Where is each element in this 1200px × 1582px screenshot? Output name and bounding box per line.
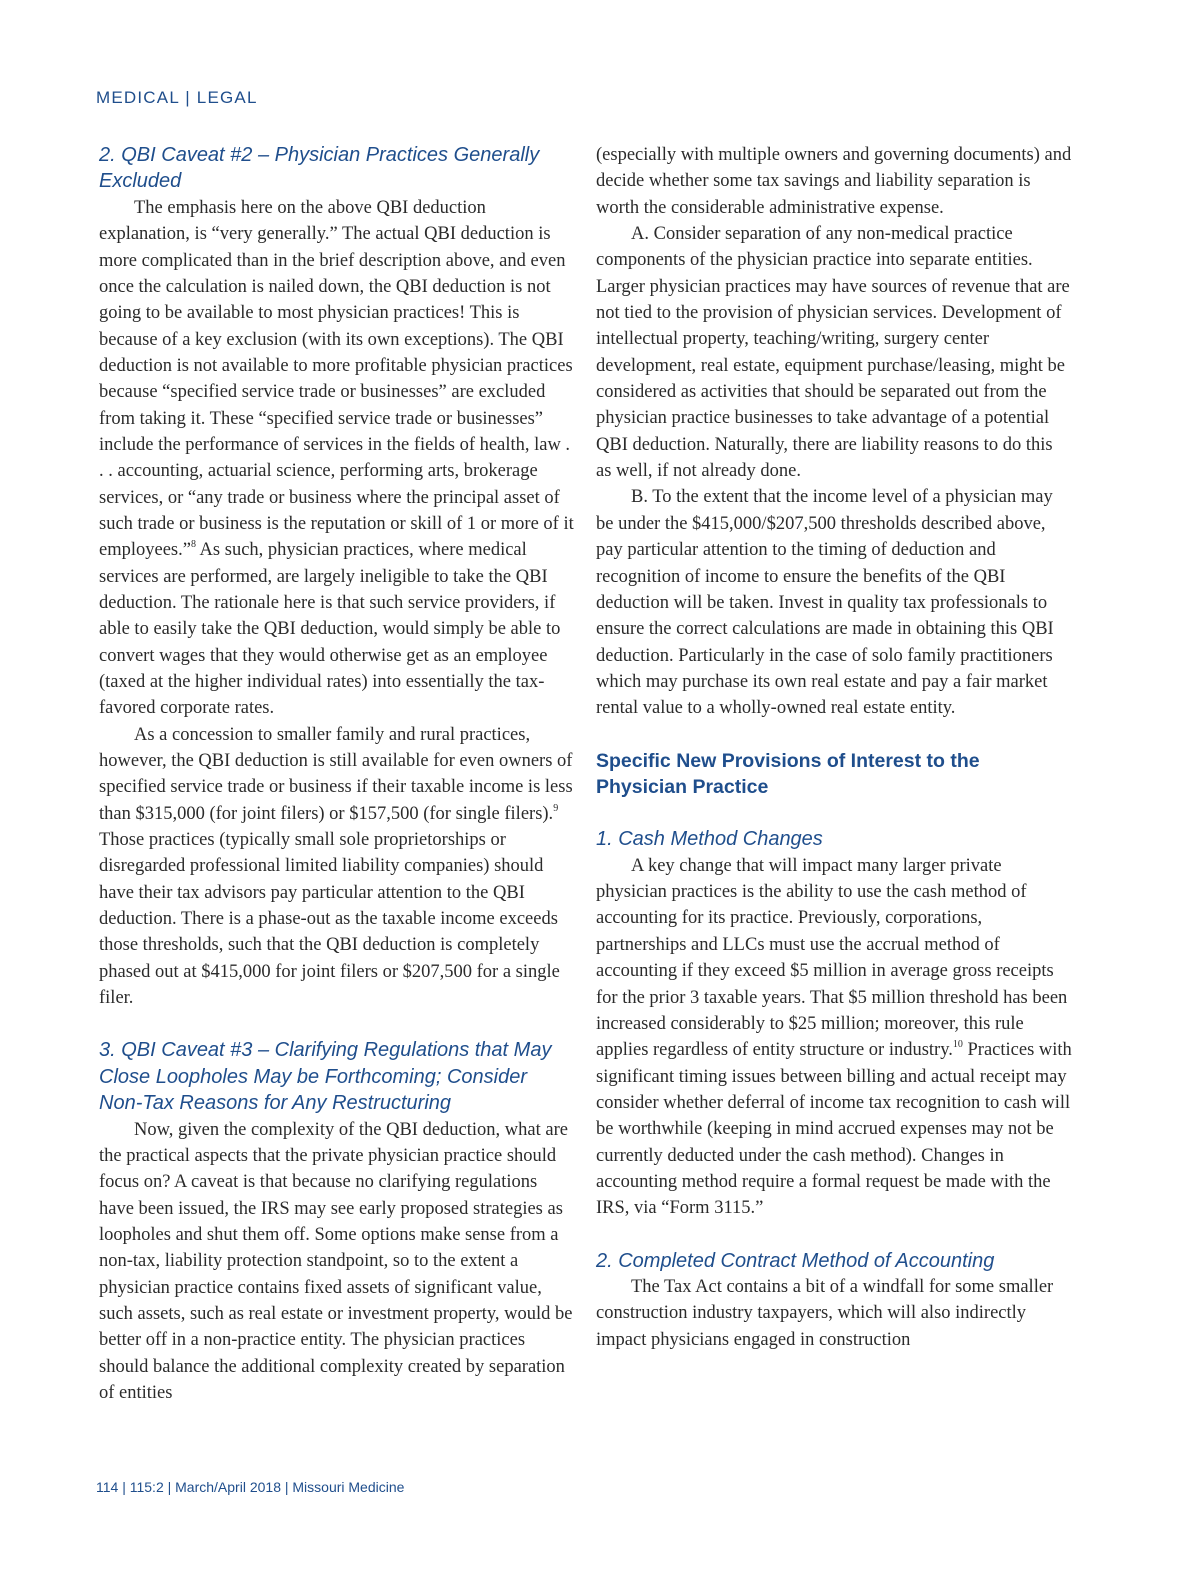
- heading-completed-contract: 2. Completed Contract Method of Accounting: [596, 1249, 995, 1272]
- paragraph: As a concession to smaller family and rural practices, however, the QBI deduction is still available for even owners of specified service trade or business if their taxable income is less than $315,000 (for joint filers) or $157,500 (for single filers).$^9$ Those practices (typically small sole proprietorships or disregarded professional limited liability companies) should have their tax advisors pay particular attention to the QBI deduction. There is a phase-out as the taxable income exceeds those thresholds, such that the QBI deduction is completely phased out at $415,000 for joint filers or $207,500 for a single filer.: [99, 724, 573, 1009]
- footnote-ref: 9: [553, 802, 559, 814]
- paragraph: (especially with multiple owners and governing documents) and decide whether some tax savings and liability separation is worth the considerable administrative expense.: [596, 145, 1072, 218]
- heading-qbi-caveat-3: 3. QBI Caveat #3 – Clarifying Regulations that May Close Loopholes May be Forthcoming; Consider Non-Tax Reasons for Any Restructuring: [99, 1039, 552, 1115]
- right-column: [596, 142, 1072, 1353]
- paragraph: The emphasis here on the above QBI deduction explanation, is “very generally.” The actual QBI deduction is more complicated than in the brief description above, and even once the calculation is nailed down, the QBI deduction is not going to be available to most physician practices! This is because of a key exclusion (with its own exceptions). The QBI deduction is not available to more profitable physician practices because “specified service trade or businesses” are excluded from taking it. These “specified service trade or businesses” include the performance of services in the fields of health, law . . . accounting, actuarial science, performing arts, brokerage services, or “any trade or business where the principal asset of such trade or business is the reputation or skill of 1 or more of it employees.”$^8$ As such, physician practices, where medical services are performed, are largely ineligible to take the QBI deduction. The rationale here is that such service providers, if able to easily take the QBI deduction, would simply be able to convert wages that they would otherwise get as an employee (taxed at the higher individual rates) into essentially the tax-favored corporate rates.: [99, 197, 574, 719]
- heading-cash-method: 1. Cash Method Changes: [596, 828, 823, 851]
- heading-qbi-caveat-2: 2. QBI Caveat #2 – Physician Practices Generally Excluded: [99, 144, 540, 193]
- paragraph: A key change that will impact many larger private physician practices is the ability to use the cash method of accounting for its practice. Previously, corporations, partnerships and LLCs must use the accrual method of accounting if they exceed $5 million in average gross receipts for the prior 3 taxable years. That $5 million threshold has been increased considerably to $25 million; moreover, this rule applies regardless of entity structure or industry.$^{10}$ Practices with significant timing issues between billing and actual receipt may consider whether deferral of income tax recognition to cash will be worthwhile (keeping in mind accrued expenses may not be currently deducted under the cash method). Changes in accounting method require a formal request be made with the IRS, via “Form 3115.”: [596, 855, 1072, 1219]
- paragraph: Now, given the complexity of the QBI deduction, what are the practical aspects that the private physician practice should focus on? A caveat is that because no clarifying regulations have been issued, the IRS may see early proposed strategies as loopholes and shut them off. Some options make sense from a non-tax, liability protection standpoint, so to the extent a physician practice contains fixed assets of significant value, such assets, such as real estate or investment property, would be better off in a non-practice entity. The physician practices should balance the additional complexity created by separation of entities: [99, 1119, 573, 1404]
- paragraph: A. Consider separation of any non-medical practice components of the physician practice into separate entities. Larger physician practices may have sources of revenue that are not tied to the provision of physician services. Development of intellectual property, teaching/writing, surgery center development, real estate, equipment purchase/leasing, might be considered as activities that should be separated out from the physician practice businesses to take advantage of a potential QBI deduction. Naturally, there are liability reasons to do this as well, if not already done.: [596, 224, 1070, 482]
- heading-specific-provisions: Specific New Provisions of Interest to the Physician Practice: [596, 749, 980, 798]
- section-label: MEDICAL | LEGAL: [96, 88, 258, 107]
- page-footer: 114 | 115:2 | March/April 2018 | Missouri Medicine: [96, 1479, 405, 1495]
- footnote-ref: 8: [190, 539, 196, 551]
- left-column: [99, 142, 575, 1406]
- paragraph: B. To the extent that the income level of a physician may be under the $415,000/$207,500 thresholds described above, pay particular attention to the timing of deduction and recognition of income to ensure the benefits of the QBI deduction will be taken. Invest in quality tax professionals to ensure the correct calculations are made in obtaining this QBI deduction. Particularly in the case of solo family practitioners which may purchase its own real estate and pay a fair market rental value to a wholly-owned real estate entity.: [596, 487, 1054, 719]
- paragraph: The Tax Act contains a bit of a windfall for some smaller construction industry taxpayers, which will also indirectly impact physicians engaged in construction: [596, 1277, 1054, 1350]
- footnote-ref: 10: [952, 1039, 963, 1051]
